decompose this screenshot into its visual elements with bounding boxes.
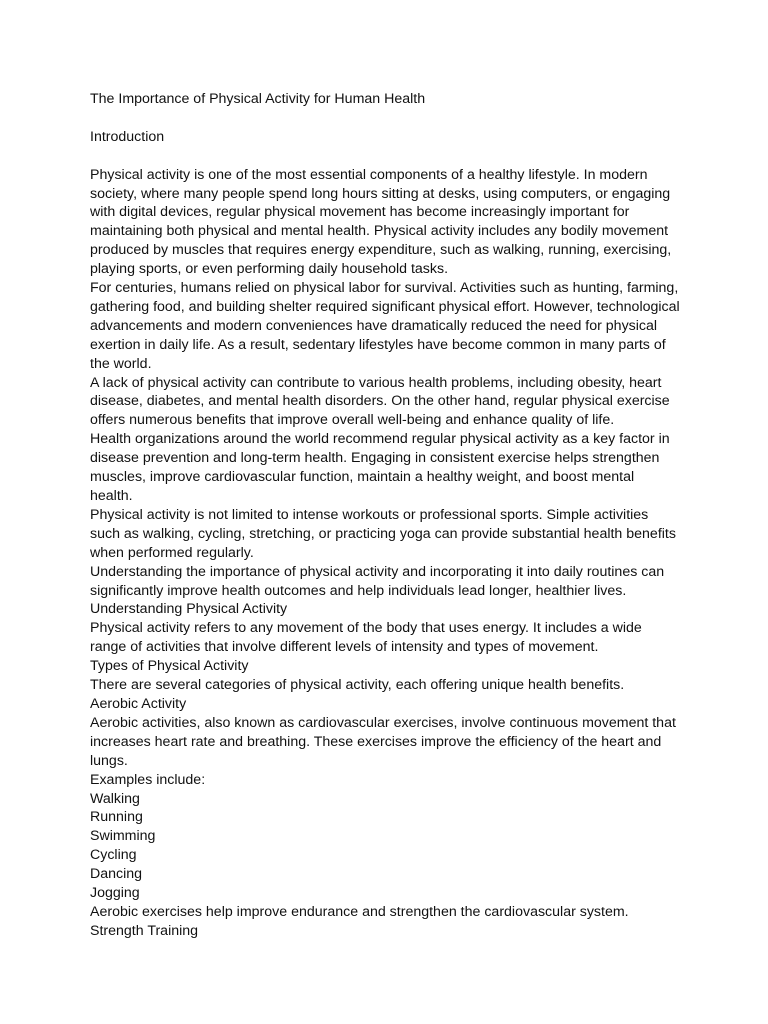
section-paragraph: Physical activity refers to any movement of the body that uses energy. It includes a wide range of activities that involve different levels of intensity and types of movement. xyxy=(90,620,642,656)
section-heading: Understanding Physical Activity xyxy=(90,601,288,618)
examples-list xyxy=(90,790,680,903)
strength-heading: Strength Training xyxy=(90,922,199,939)
list-item: Walking xyxy=(90,790,140,807)
types-heading: Types of Physical Activity xyxy=(90,658,249,675)
intro-paragraph-4: Health organizations around the world recommend regular physical activity as a key factor in disease prevention and long-term health. Engaging in consistent exercise helps strengthen muscles, improve cardiovascular function, maintain a healthy weight, and boost mental health. xyxy=(90,431,670,504)
spacer xyxy=(90,109,680,128)
document-page xyxy=(90,90,680,941)
aerobic-summary: Aerobic exercises help improve endurance and strengthen the cardiovascular system. xyxy=(90,903,629,920)
intro-paragraph-6: Understanding the importance of physical activity and incorporating it into daily routines can significantly improve health outcomes and help individuals lead longer, healthier lives. xyxy=(90,563,665,599)
list-item: Jogging xyxy=(90,885,140,902)
examples-label: Examples include: xyxy=(90,771,206,788)
aerobic-heading: Aerobic Activity xyxy=(90,695,187,712)
list-item: Dancing xyxy=(90,866,143,883)
intro-paragraph-2: For centuries, humans relied on physical labor for survival. Activities such as hunting, farming, gathering food, and building shelter required significant physical effort. However, technological advancements and modern conveniences have dramatically reduced the need for physical exertion in daily life. As a result, sedentary lifestyles have become common in many parts of the world. xyxy=(90,280,680,372)
list-item: Swimming xyxy=(90,828,156,845)
document-title: The Importance of Physical Activity for Human Health xyxy=(90,91,426,107)
intro-heading: Introduction xyxy=(90,128,165,145)
spacer xyxy=(90,147,680,166)
list-item: Running xyxy=(90,809,143,826)
types-paragraph: There are several categories of physical activity, each offering unique health benefits. xyxy=(90,677,625,694)
aerobic-paragraph: Aerobic activities, also known as cardiovascular exercises, involve continuous movement that increases heart rate and breathing. These exercises improve the efficiency of the heart and lungs. xyxy=(90,714,676,769)
intro-paragraph-5: Physical activity is not limited to intense workouts or professional sports. Simple activities such as walking, cycling, stretching, or practicing yoga can provide substantial health benefits when performed regularly. xyxy=(90,506,676,561)
intro-paragraph-1: Physical activity is one of the most essential components of a healthy lifestyle. In modern society, where many people spend long hours sitting at desks, using computers, or engaging with digital devices, regular physical movement has become increasingly important for maintaining both physical and mental health. Physical activity includes any bodily movement produced by muscles that requires energy expenditure, such as walking, running, exercising, playing sports, or even performing daily household tasks. xyxy=(90,166,672,278)
list-item: Cycling xyxy=(90,847,137,864)
intro-paragraph-3: A lack of physical activity can contribute to various health problems, including obesity, heart disease, diabetes, and mental health disorders. On the other hand, regular physical exercise offers numerous benefits that improve overall well-being and enhance quality of life. xyxy=(90,374,670,429)
